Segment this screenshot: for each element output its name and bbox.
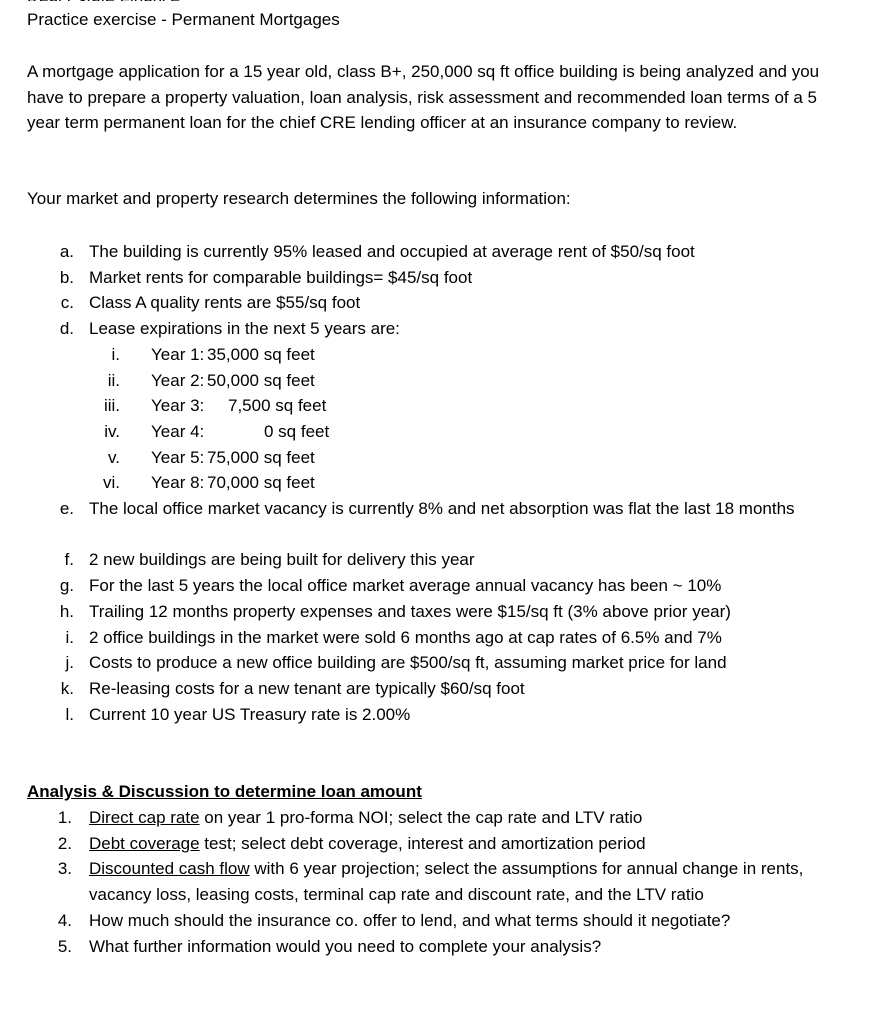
list-marker: b.: [59, 267, 74, 287]
list-item-text: Lease expirations in the next 5 years are:: [89, 319, 400, 339]
sublist-marker: vi.: [103, 473, 120, 493]
list-marker: h.: [59, 601, 74, 621]
list-marker: g.: [59, 576, 74, 596]
list-marker: k.: [60, 678, 74, 698]
sublist-item-text: Year 4: 0 sq feet: [151, 421, 330, 441]
sublist-marker: i.: [111, 344, 120, 364]
list-marker: d.: [59, 319, 74, 339]
research-lead: Your market and property research determines the following information:: [27, 189, 571, 208]
link-debt-coverage[interactable]: Debt coverage: [89, 833, 200, 853]
list-marker: 5.: [57, 936, 72, 956]
list-item-text: Re-leasing costs for a new tenant are typically $60/sq foot: [89, 678, 525, 698]
analysis-heading: Analysis & Discussion to determine loan amount: [27, 782, 422, 801]
list-item-text: Current 10 year US Treasury rate is 2.00%: [89, 704, 411, 724]
list-marker: 4.: [57, 910, 72, 930]
list-marker: c.: [60, 293, 74, 313]
list-item-text: Costs to produce a new office building are $500/sq ft, assuming market price for land: [89, 653, 727, 673]
list-marker: 3.: [57, 859, 72, 879]
list-item-text: Trailing 12 months property expenses and taxes were $15/sq ft (3% above prior year): [89, 601, 731, 621]
list-item-text: The local office market vacancy is currently 8% and net absorption was flat the last 18 months: [89, 499, 795, 518]
analysis-item-text: Debt coverage test; select debt coverage, interest and amortization period: [89, 833, 646, 853]
sublist-marker: ii.: [107, 370, 120, 390]
list-marker: e.: [59, 499, 74, 518]
sublist-item-text: Year 8: 70,000 sq feet: [151, 473, 315, 493]
sublist-item-text: Year 1: 35,000 sq feet: [151, 344, 315, 364]
list-item-text: 2 new buildings are being built for delivery this year: [89, 550, 475, 570]
cut-off-header: [27, 0, 180, 1]
analysis-item-text: How much should the insurance co. offer to lend, and what terms should it negotiate?: [89, 910, 731, 930]
list-item-text: For the last 5 years the local office market average annual vacancy has been ~ 10%: [89, 576, 722, 596]
list-item-text: Class A quality rents are $55/sq foot: [89, 293, 361, 313]
sublist-item-text: Year 2: 50,000 sq feet: [151, 370, 315, 390]
list-marker: a.: [59, 242, 74, 261]
analysis-item-text: Discounted cash flow with 6 year projection; select the assumptions for annual change in rents, vacancy loss, leasing costs, terminal cap rate and discount rate, and the LTV ratio: [89, 859, 804, 905]
link-direct-cap-rate[interactable]: Direct cap rate: [89, 808, 200, 827]
list-item-text: Market rents for comparable buildings= $45/sq foot: [89, 267, 473, 287]
sublist-item-text: Year 5: 75,000 sq feet: [151, 447, 315, 467]
sublist-marker: v.: [108, 447, 120, 467]
sublist-marker: iv.: [104, 421, 120, 441]
list-marker: 1.: [57, 808, 72, 827]
sublist-marker: iii.: [103, 396, 120, 416]
list-item-text: 2 office buildings in the market were sold 6 months ago at cap rates of 6.5% and 7%: [89, 627, 722, 647]
list-marker: j.: [65, 653, 74, 673]
sublist-item-text: Year 3: 7,500 sq feet: [151, 396, 327, 416]
analysis-item-text: What further information would you need to complete your analysis?: [89, 936, 602, 956]
link-discounted-cash-flow[interactable]: Discounted cash flow: [89, 859, 250, 879]
list-marker: f.: [64, 550, 74, 570]
list-marker: 2.: [57, 833, 72, 853]
list-marker: i.: [65, 627, 74, 647]
page-title: Practice exercise - Permanent Mortgages: [27, 10, 340, 29]
analysis-item-text: Direct cap rate on year 1 pro-forma NOI; select the cap rate and LTV ratio: [89, 808, 643, 827]
list-item-text: The building is currently 95% leased and occupied at average rent of $50/sq foot: [89, 242, 695, 261]
intro-paragraph: A mortgage application for a 15 year old, class B+, 250,000 sq ft office building is being analyzed and you have to prepare a property valuation, loan analysis, risk assessment and recommended loan terms of a 5 year term permanent loan for the chief CRE lending officer at an insurance company to review.: [27, 62, 820, 133]
list-marker: l.: [65, 704, 74, 724]
